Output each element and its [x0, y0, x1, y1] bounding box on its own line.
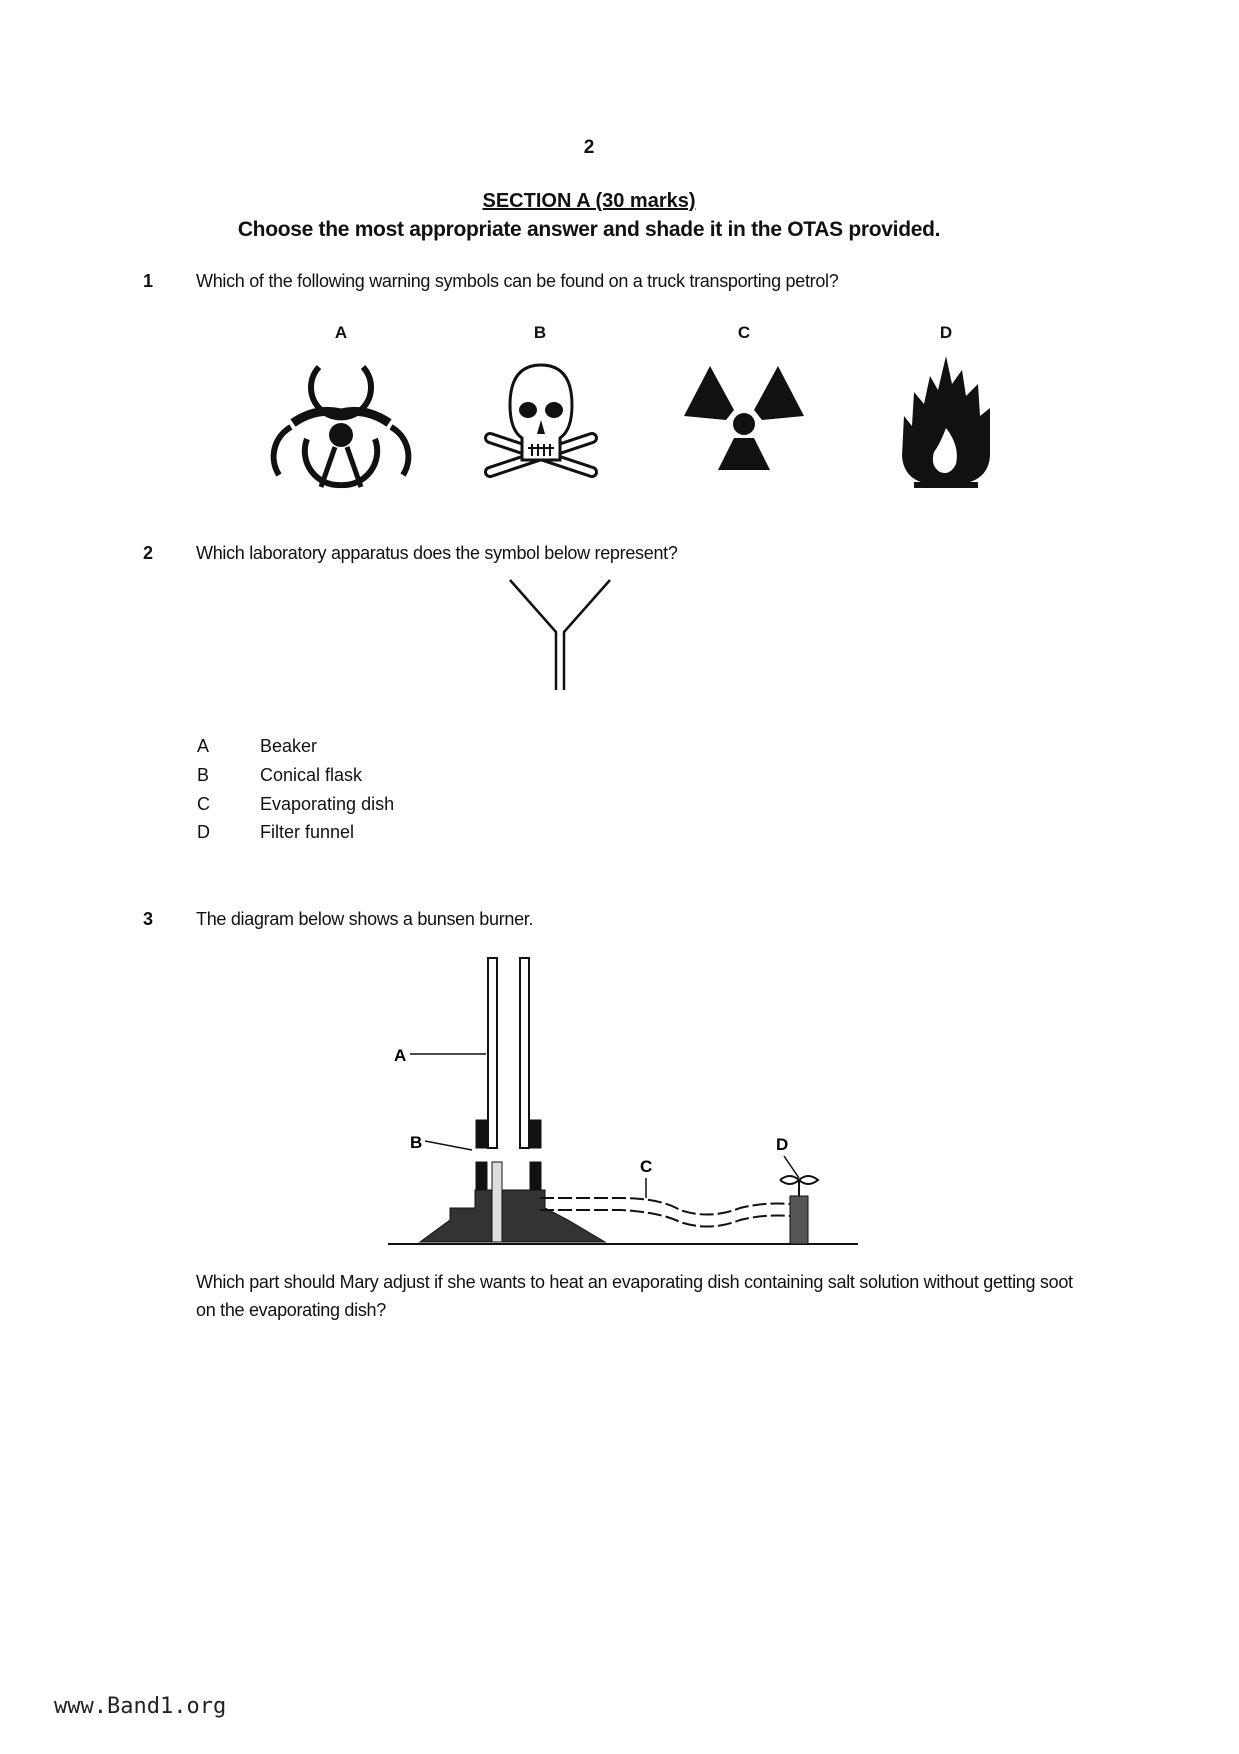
question-3-followup: Which part should Mary adjust if she wants to heat an evaporating dish containing salt solution without getting soot on the evaporating dish?	[196, 1272, 1073, 1320]
radiation-icon	[682, 358, 806, 473]
question-1-number: 1	[143, 271, 154, 291]
skull-crossbones-icon	[480, 360, 602, 485]
question-2-number: 2	[143, 543, 154, 563]
filter-funnel-symbol-icon	[510, 580, 610, 692]
option-d-letter: D	[197, 822, 210, 842]
question-2-text: Which laboratory apparatus does the symbol below represent?	[196, 543, 678, 563]
bunsen-burner-diagram	[380, 940, 880, 1250]
symbol-label-d: D	[939, 323, 953, 342]
page-number: 2	[583, 137, 595, 158]
question-3-text: The diagram below shows a bunsen burner.	[196, 909, 534, 929]
option-c-text: Evaporating dish	[260, 794, 395, 814]
diagram-label-b: B	[410, 1133, 423, 1152]
question-3-number: 3	[143, 909, 154, 929]
option-a-letter: A	[197, 736, 210, 756]
biohazard-icon	[271, 355, 411, 490]
symbol-label-b: B	[533, 323, 547, 342]
footer-watermark: www.Band1.org	[54, 1694, 227, 1719]
option-a-text: Beaker	[260, 736, 318, 756]
option-c-letter: C	[197, 794, 210, 814]
diagram-label-a: A	[394, 1046, 407, 1065]
option-b-letter: B	[197, 765, 210, 785]
section-title: SECTION A (30 marks)	[482, 190, 696, 212]
option-b-text: Conical flask	[260, 765, 363, 785]
flame-icon	[900, 356, 992, 491]
diagram-label-c: C	[640, 1157, 653, 1176]
symbol-label-c: C	[737, 323, 751, 342]
diagram-label-d: D	[776, 1135, 789, 1154]
question-1-text: Which of the following warning symbols can be found on a truck transporting petrol?	[196, 271, 839, 291]
option-d-text: Filter funnel	[260, 822, 355, 842]
section-instruction: Choose the most appropriate answer and shade it in the OTAS provided.	[237, 218, 941, 241]
symbol-label-a: A	[334, 323, 348, 342]
